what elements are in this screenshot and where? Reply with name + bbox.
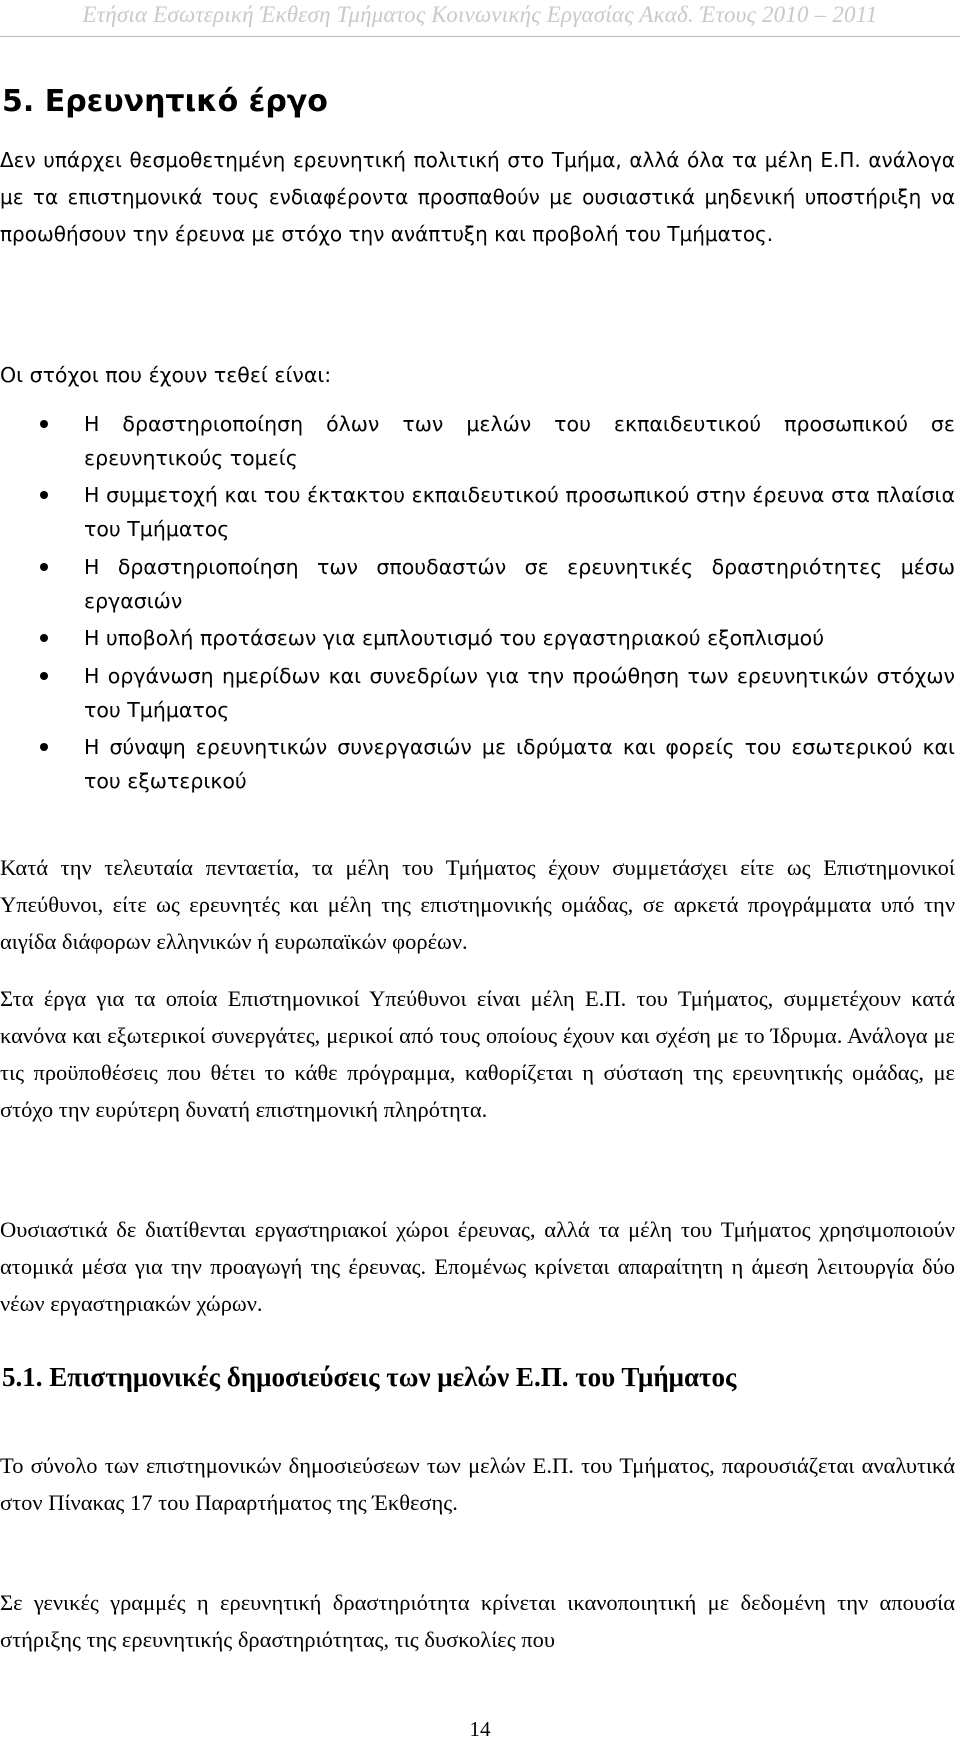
goal-item — [0, 478, 955, 546]
goal-item — [0, 621, 955, 655]
goal-text: Η δραστηριοποίηση των σπουδαστών σε ερευνητικές δραστηριότητες μέσω εργασιών — [84, 555, 955, 613]
page-number: 14 — [469, 1717, 491, 1741]
goal-text: Η συμμετοχή και του έκτακτου εκπαιδευτικού προσωπικού στην έρευνα στα πλαίσια του Τμήματος — [84, 483, 955, 541]
running-header: Ετήσια Εσωτερική Έκθεση Τμήματος Κοινωνικής Εργασίας Ακαδ. Έτους 2010 – 2011 — [82, 2, 878, 27]
goal-item — [0, 659, 955, 727]
goals-lead-text: Οι στόχοι που έχουν τεθεί είναι: — [0, 363, 332, 387]
goal-item — [0, 407, 955, 475]
bullet-icon — [40, 420, 48, 428]
bullet-icon — [40, 672, 48, 680]
labs-paragraph: Ουσιαστικά δε διατίθενται εργαστηριακοί χώροι έρευνας, αλλά τα μέλη του Τμήματος χρησιμοποιούν ατομικά μέσα για την προαγωγή της έρευνας. Επομένως κρίνεται απαραίτητη η άμεση λειτουργία δύο νέων εργαστηριακών χώρων. — [0, 1217, 955, 1316]
assessment-paragraph: Σε γενικές γραμμές η ερευνητική δραστηριότητα κρίνεται ικανοποιητική με δεδομένη την απουσία στήριξης της ερευνητικής δραστηριότητας, τις δυσκολίες που — [0, 1590, 955, 1652]
bullet-icon — [40, 491, 48, 499]
intro-paragraph: Δεν υπάρχει θεσμοθετημένη ερευνητική πολιτική στο Τμήμα, αλλά όλα τα μέλη Ε.Π. ανάλογα με τα επιστημονικά τους ενδιαφέροντα προσπαθούν με ουσιαστικά μηδενική υποστήριξη να προωθήσουν την έρευνα με στόχο την ανάπτυξη και προβολή του Τμήματος. — [0, 148, 955, 246]
goals-list — [0, 407, 955, 798]
bullet-icon — [40, 743, 48, 751]
subsection-title: 5.1. Επιστημονικές δημοσιεύσεις των μελών Ε.Π. του Τμήματος — [2, 1362, 737, 1392]
goal-text: Η υποβολή προτάσεων για εμπλουτισμό του εργαστηριακού εξοπλισμού — [84, 626, 825, 650]
goal-text: Η δραστηριοποίηση όλων των μελών του εκπαιδευτικού προσωπικού σε ερευνητικούς τομείς — [84, 412, 955, 470]
collaborators-paragraph: Στα έργα για τα οποία Επιστημονικοί Υπεύθυνοι είναι μέλη Ε.Π. του Τμήματος, συμμετέχουν κατά κανόνα και εξωτερικοί συνεργάτες, μερικοί από τους οποίους έχουν και σχέση με το Ίδρυμα. Ανάλογα με τις προϋποθέσεις που θέτει το κάθε πρόγραμμα, καθορίζεται η σύσταση της ερευνητικής ομάδας, με στόχο την ευρύτερη δυνατή επιστημονική πληρότητα. — [0, 986, 955, 1122]
goal-item — [0, 730, 955, 798]
goal-text: Η σύναψη ερευνητικών συνεργασιών με ιδρύματα και φορείς του εσωτερικού και του εξωτερικού — [84, 735, 955, 793]
bullet-icon — [40, 563, 48, 571]
bullet-icon — [40, 634, 48, 642]
participation-paragraph: Κατά την τελευταία πενταετία, τα μέλη του Τμήματος έχουν συμμετάσχει είτε ως Επιστημονικοί Υπεύθυνοι, είτε ως ερευνητές και μέλη της επιστημονικής ομάδας, σε αρκετά προγράμματα υπό την αιγίδα διάφορων ελληνικών ή ευρωπαϊκών φορέων. — [0, 855, 955, 954]
goal-item — [0, 550, 955, 618]
publications-paragraph: Το σύνολο των επιστημονικών δημοσιεύσεων των μελών Ε.Π. του Τμήματος, παρουσιάζεται αναλυτικά στον Πίνακας 17 του Παραρτήματος της Έκθεσης. — [0, 1453, 955, 1515]
goal-text: Η οργάνωση ημερίδων και συνεδρίων για την προώθηση των ερευνητικών στόχων του Τμήματος — [84, 664, 955, 722]
section-title: 5. Ερευνητικό έργο — [2, 84, 328, 119]
header-divider — [0, 36, 960, 37]
